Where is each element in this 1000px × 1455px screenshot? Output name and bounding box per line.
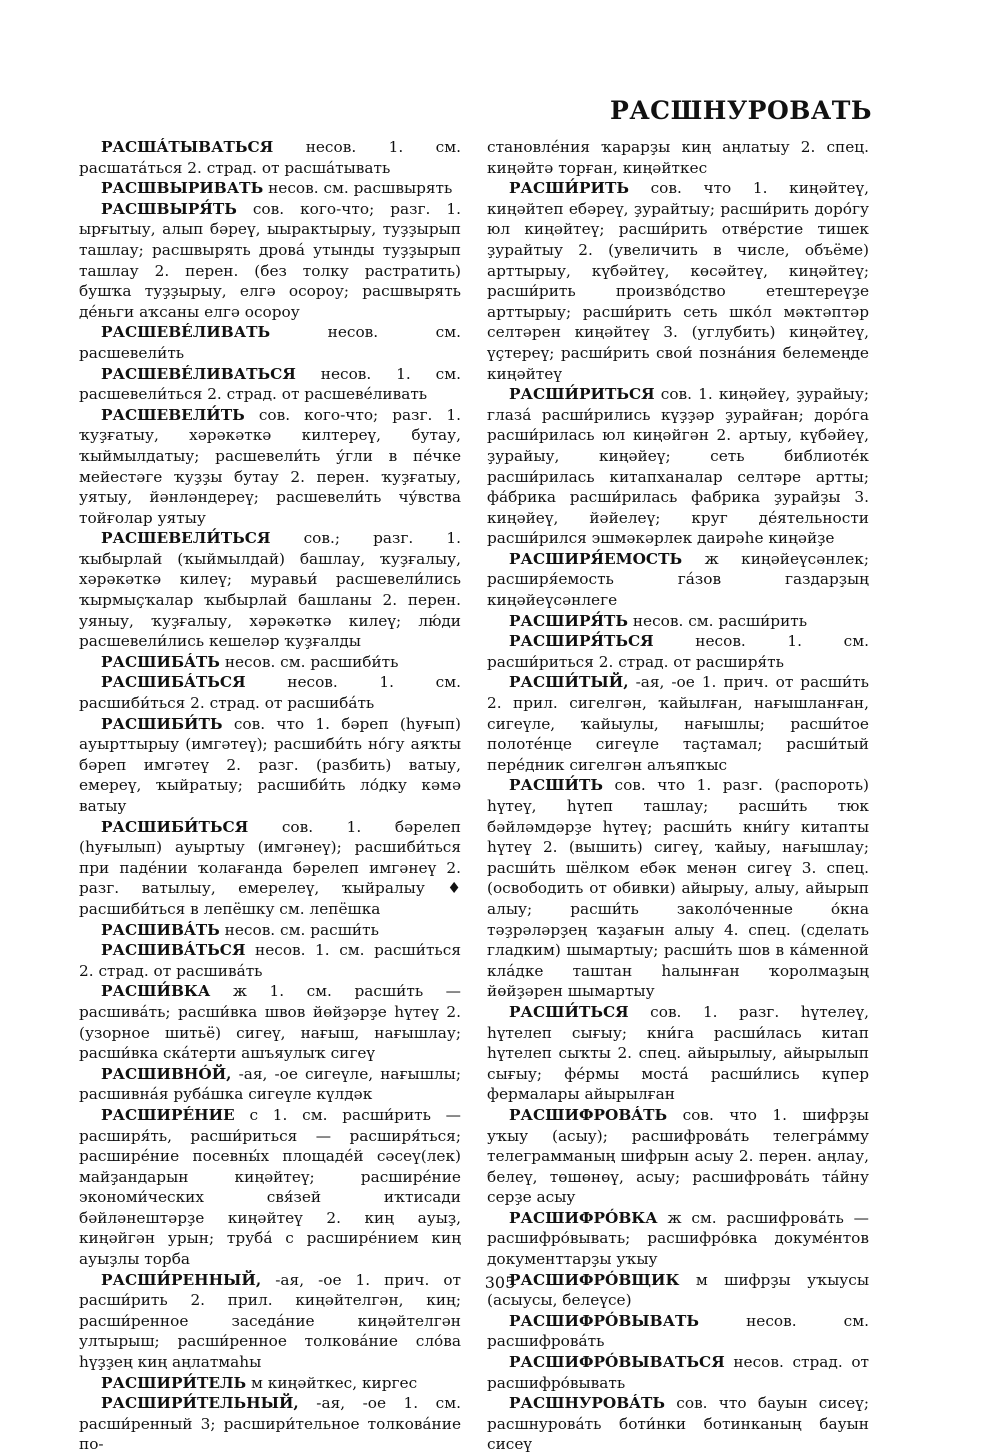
entry-text: несов. 1. см. расшиби́ться 2. страд. от расшибáть bbox=[79, 673, 461, 713]
dictionary-entry bbox=[79, 981, 461, 1063]
entry-text: м киңәйткес, киргес bbox=[251, 1373, 418, 1392]
entry-text: -ая, -ое 1. прич. от расши́рить 2. прил. киңәйтелгән, киң; расши́ренное заседáние киңәйтелгән ултырыш; расши́ренное толковáние сло́ва һүҙҙең киң аңлатмаһы bbox=[79, 1270, 461, 1372]
dictionary-entry bbox=[79, 1064, 461, 1105]
entry-headword: РАСШИБИ́ТЬСЯ bbox=[101, 817, 249, 836]
entry-text: несов. 1. см. расши́ться 2. страд. от расшивáть bbox=[79, 941, 461, 980]
dictionary-entry bbox=[79, 1105, 461, 1270]
entry-text: сов. кого-что; разг. 1. ырғытыу, алып бәреү, ыырактырыу, туҙҙырып ташлау; расшвырять дровá утынды туҙҙырып ташлау 2. перен. (без толку растратить) бушҡа туҙҙырыу, елгә осороу; расшвырять дéньги аҡсаны елгә осороу bbox=[79, 199, 461, 321]
entry-continuation: становлéния ҡарарҙы киң аңлатыу 2. спец. киңәйтә торған, киңәйткес bbox=[487, 138, 869, 177]
dictionary-entry bbox=[79, 364, 461, 405]
entry-headword: РАСШИРÉНИЕ bbox=[101, 1105, 235, 1124]
dictionary-entry bbox=[487, 672, 869, 775]
entry-text: сов. кого-что; разг. 1. ҡуҙғатыу, хәрәкәткә килтереү, бутау, ҡыймылдатыу; расшевели́ть у́гли в пéчке мейестәге ҡуҙҙы бутау 2. перен. ҡуҙғатыу, уятыу, йәнләндереү; расшевели́ть чу́вства тойғолар уятыу bbox=[79, 405, 461, 527]
page-number: 305 bbox=[484, 1273, 516, 1292]
dictionary-entry bbox=[487, 631, 869, 672]
dictionary-entry bbox=[487, 178, 869, 384]
entry-headword: РАСШИРЯ́ЕМОСТЬ bbox=[509, 549, 683, 568]
entry-text: несов. 1. см. расшевели́ться 2. страд. от расшевéливать bbox=[79, 364, 461, 404]
dictionary-entry bbox=[79, 1373, 461, 1394]
entry-headword: РАСШИБИ́ТЬ bbox=[101, 714, 223, 733]
page-header bbox=[0, 0, 1000, 130]
entry-text: сов. что 1. разг. (распороть) һүтеү, һүтеп ташлау; расши́ть тюк бәйләмдәрҙе һүтеү; расши́ть кни́гу китапты һүтеү 2. (вышить) сигеү, ҡайыу, нағышлау; расши́ть шёлком ебәк менән сигеү 3. спец. (освободить от обивки) айырыу, алыу, айырып алыу; расши́ть заколо́ченные о́кна тәҙрәләрҙең ҡаҙағын алыу 4. спец. (сделать гладким) шымартыу; расши́ть шов в кáменной клáдке таштан һалынған ҡоролмаҙың йөйҙәрен шымартыу bbox=[487, 776, 869, 1001]
entry-headword: РАСШИФРÓВЫВАТЬСЯ bbox=[509, 1353, 725, 1372]
entry-headword: РАСШИ́РИТЬ bbox=[509, 179, 629, 198]
dictionary-entry bbox=[79, 920, 461, 941]
entry-headword: РАСШИБÁТЬСЯ bbox=[101, 673, 246, 692]
entry-headword: РАСШИ́ТЫЙ, bbox=[509, 673, 629, 692]
entry-headword: РАСШИРИ́ТЕЛЬ bbox=[101, 1373, 247, 1392]
dictionary-entry bbox=[79, 672, 461, 713]
entry-headword: РАСШИ́ТЬ bbox=[509, 776, 603, 795]
running-headword: РАСШНУРОВАТЬ bbox=[610, 96, 872, 125]
dictionary-entry bbox=[487, 1105, 869, 1208]
entry-headword: РАСШИБÁТЬ bbox=[101, 652, 220, 671]
entry-headword: РАСШИВÁТЬ bbox=[101, 920, 220, 939]
entry-text: сов. 1. киңәйеү, ҙурайыу; глазá расши́рились күҙҙәр ҙурайған; доро́га расши́рилась юл киңәйгән 2. артыу, күбәйеү, ҙурайыу, киңәйеү; сеть библиотéк расши́рилась китапханалар селтәре артты; фа́брика расши́рилась фабрика ҙурайҙы 3. киңәйеү, йәйелеү; круг дéятельности расши́рился эшмәкәрлек даирәһе киңәйҙе bbox=[487, 385, 869, 548]
dictionary-entry bbox=[487, 775, 869, 1002]
dictionary-entry bbox=[79, 817, 461, 920]
entry-text: несов. см. расши́рить bbox=[632, 611, 808, 630]
dictionary-entry bbox=[487, 384, 869, 549]
entry-text: м шифрҙы уҡыусы (асыусы, белеүсе) bbox=[487, 1270, 869, 1310]
entry-text: несов. страд. от расшифро́вывать bbox=[487, 1353, 869, 1392]
entry-headword: РАСШИФРОВÁТЬ bbox=[509, 1105, 668, 1124]
dictionary-entry bbox=[487, 1311, 869, 1352]
entry-headword: РАСШИ́ВКА bbox=[101, 982, 211, 1001]
entry-headword: РАСШИВНÓЙ, bbox=[101, 1064, 232, 1083]
entry-text: сов. что 1. шифрҙы уҡыу (асыу); расшифровáть телегрáмму телеграмманың шифрын асыу 2. перен. аңлау, белеү, төшөнөү, асыу; расшифровáть тáйну серҙе асыу bbox=[487, 1105, 869, 1207]
entry-headword: РАСШÁТЫВАТЬСЯ bbox=[101, 138, 274, 156]
entry-headword: РАСШИВÁТЬСЯ bbox=[101, 941, 246, 960]
entry-text: сов. 1. бәрелеп (һуғылып) ауыртыу (имгәнеү); расшиби́ться при падéнии ҡолағанда бәрелеп имгәнеү 2. разг. ватылыу, емерелеү, ҡыйралыу ♦ расшиби́ться в лепёшку см. лепёшка bbox=[79, 817, 461, 918]
dictionary-entry bbox=[79, 528, 461, 652]
entry-text: несов. см. расши́ть bbox=[224, 920, 379, 939]
entry-text: несов. см. расшвырять bbox=[268, 179, 453, 198]
entry-text: сов. что 1. бәреп (һуғып) ауырттырыу (имгәтеү); расшиби́ть но́гу аяҡты бәреп имгәтеү 2. разг. (разбить) ватыу, емереү, ҡыйратыу; расшиби́ть ло́дку кәмә ватыу bbox=[79, 714, 461, 815]
entry-text: ж 1. см. расши́ть — расшивáть; расши́вка швов йөйҙәрҙе һүтеү 2. (узорное шитьё) сигеү, нағыш, нағышлау; расши́вка скáтерти ашъяулыҡ сигеү bbox=[79, 982, 461, 1063]
entry-headword: РАСШИРИ́ТЕЛЬНЫЙ, bbox=[101, 1394, 299, 1413]
entry-headword: РАСШВЫРИВАТЬ bbox=[101, 179, 264, 198]
entry-text: -ая, -ое 1. прич. от расши́ть 2. прил. сигелгән, ҡайылған, нағышланған, сигеүле, ҡайыулы, нағышлы; расши́тое полотéнце сигеүле таҫтамал; расши́тый перéдник сигелгән алъяпҡыс bbox=[487, 673, 869, 774]
entry-headword: РАСШИРЯ́ТЬ bbox=[509, 611, 628, 630]
entry-headword: РАСШИРЯ́ТЬСЯ bbox=[509, 632, 654, 651]
right-column bbox=[487, 137, 869, 1455]
entry-headword: РАСШЕВÉЛИВАТЬ bbox=[101, 323, 271, 342]
entry-headword: РАСШИ́РИТЬСЯ bbox=[509, 385, 655, 404]
entry-text: сов.; разг. 1. ҡыбырлай (ҡыймылдай) башлау, ҡуҙғалыу, хәрәкәткә килеү; муравьи́ расшевели́лись ҡырмыҫҡалар ҡыбырлай башланы 2. перен. уяныу, ҡуҙғалыу, хәрәкәткә килеү; лю́ди расшевели́лись кешеләр ҡуҙғалды bbox=[79, 529, 461, 651]
dictionary-entry bbox=[79, 714, 461, 817]
dictionary-entry bbox=[79, 652, 461, 673]
dictionary-entry bbox=[487, 549, 869, 611]
entry-headword: РАСШИ́ТЬСЯ bbox=[509, 1002, 629, 1021]
entry-text: несов. см. расшифровáть bbox=[487, 1311, 869, 1351]
dictionary-entry bbox=[79, 1393, 461, 1455]
entry-headword: РАСШИФРÓВЫВАТЬ bbox=[509, 1311, 700, 1330]
dictionary-entry bbox=[487, 611, 869, 632]
entry-text: сов. что бауын сисеү; расшнуровáть боти́нки ботинканың бауын сисеү bbox=[487, 1394, 869, 1454]
entry-text: несов. 1. см. расши́риться 2. страд. от расширя́ть bbox=[487, 632, 869, 671]
entry-headword: РАСШВЫРЯ́ТЬ bbox=[101, 199, 237, 218]
left-column bbox=[79, 137, 461, 1455]
entry-text: -ая, -ое сигеүле, нағышлы; расшивнáя рубáшка сигеүле күлдәк bbox=[79, 1064, 461, 1104]
dictionary-entry bbox=[487, 1352, 869, 1393]
entry-text: сов. что 1. киңәйтеү, киңәйтеп ебәреү, ҙурайтыу; расши́рить доро́гу юл киңәйтеү; расши́рить отвéрстие тишек ҙурайтыу 2. (увеличить в числе, объёме) арттырыу, күбәйтеү, көсәйтеү, киңәйтеү; расши́рить произво́дство етештереүҙе арттырыу; расши́рить сеть шко́л мәктәптәр селтәрен киңәйтеү 3. (углубить) киңәйтеү, үҫтереү; расши́рить свои́ позна́ния белемеңде киңәйтеү bbox=[487, 179, 869, 383]
entry-headword: РАСШЕВÉЛИВАТЬСЯ bbox=[101, 364, 296, 383]
dictionary-entry bbox=[79, 178, 461, 199]
dictionary-entry bbox=[79, 405, 461, 529]
dictionary-entry bbox=[487, 1208, 869, 1270]
entry-text: с 1. см. расши́рить — расширя́ть, расши́риться — расширя́ться; расширéние посевны́х площадéй сәсеү(лек) майҙандарын киңәйтеү; расширéние экономи́ческих свя́зей иҡтисади бәйләнештәрҙе киңәйтеү 2. киң ауыҙ, киңәйгән урын; трубá с расширéнием киң ауыҙлы торба bbox=[79, 1105, 461, 1269]
entry-text: сов. 1. разг. һүтелеү, һүтелеп сығыу; кни́га расши́лась китап һүтелеп сыҡты 2. спец. айырылыу, айырылып сығыу; фéрмы мостá расши́лись күпер фермалары айырылған bbox=[487, 1002, 869, 1104]
entry-headword: РАСШНУРОВÁТЬ bbox=[509, 1394, 666, 1413]
entry-text: несов. см. расшиби́ть bbox=[224, 652, 399, 671]
entry-text: ж киңәйеүсәнлек; расширя́емость гáзов газдарҙың киңәйеүсәнлеге bbox=[487, 549, 869, 610]
entry-text: ж см. расшифровáть — расшифро́вывать; расшифро́вка докумéнтов документтарҙы уҡыу bbox=[487, 1208, 869, 1269]
entry-text: несов. см. расшевели́ть bbox=[79, 323, 461, 362]
entry-headword: РАСШИ́РЕННЫЙ, bbox=[101, 1270, 262, 1289]
entry-headword: РАСШЕВЕЛИ́ТЬСЯ bbox=[101, 529, 271, 548]
dictionary-entry bbox=[79, 322, 461, 363]
dictionary-entry bbox=[79, 940, 461, 981]
entry-headword: РАСШИФРÓВЩИК bbox=[509, 1270, 680, 1289]
entry-headword: РАСШЕВЕЛИ́ТЬ bbox=[101, 405, 245, 424]
dictionary-entry bbox=[79, 199, 461, 323]
dictionary-entry bbox=[487, 1393, 869, 1455]
entry-text: -ая, -ое 1. см. расши́ренный 3; расшири́тельное толковáние по- bbox=[79, 1394, 461, 1454]
entry-headword: РАСШИФРÓВКА bbox=[509, 1208, 658, 1227]
dictionary-entry bbox=[79, 137, 461, 178]
dictionary-entry bbox=[487, 1002, 869, 1105]
entry-text: несов. 1. см. расшатáться 2. страд. от расшáтывать bbox=[79, 138, 461, 177]
